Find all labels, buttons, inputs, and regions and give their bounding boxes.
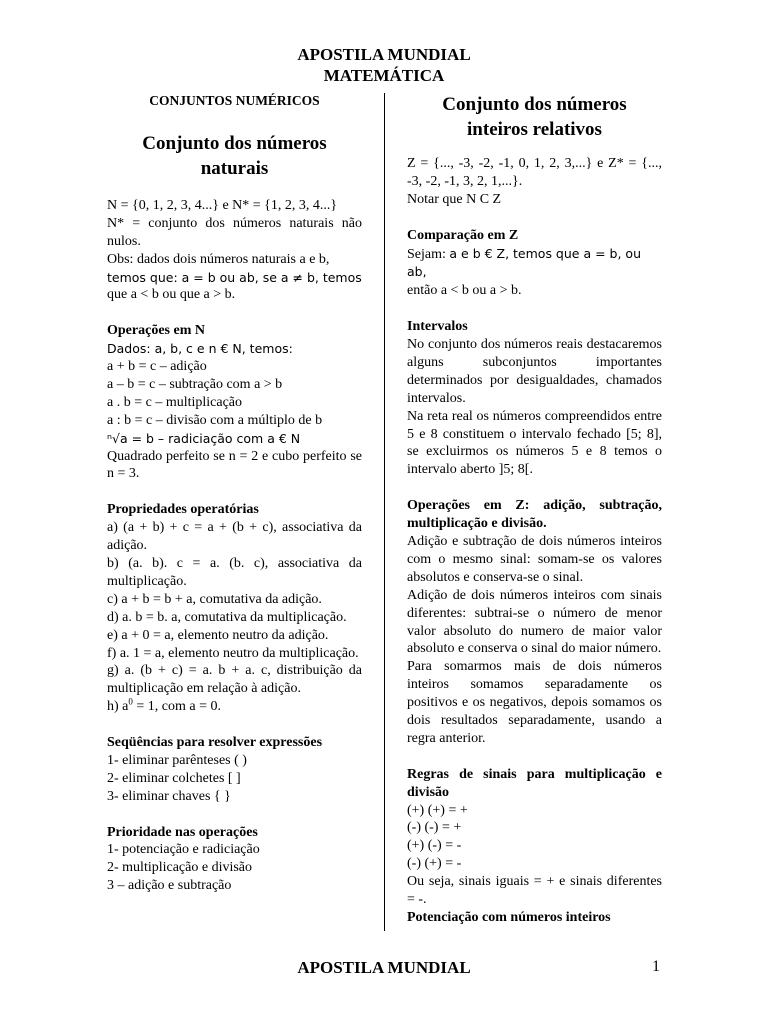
seq-item: 2- eliminar colchetes [ ]	[107, 770, 241, 786]
heading-naturals-2: naturais	[200, 157, 269, 179]
rule-item: (+) (-) = -	[407, 838, 462, 854]
prop-item-h	[107, 698, 362, 716]
prop-h-exponent: 0	[128, 696, 133, 707]
ops-line-radical: ⁿ√a = b – radiciação com a € N	[107, 430, 301, 446]
prop-item: e) a + 0 = a, elemento neutro da adição.	[107, 627, 329, 643]
props-heading: Propriedades operatórias	[107, 502, 259, 518]
seq-item: 3- eliminar chaves { }	[107, 788, 231, 804]
ops-line: a – b = c – subtração com a > b	[107, 376, 283, 392]
prio-heading: Prioridade nas operações	[107, 824, 258, 840]
z-note: Notar que N C Z	[407, 191, 502, 207]
rule-item: (-) (+) = -	[407, 856, 462, 872]
column-divider	[384, 93, 385, 931]
right-column	[407, 92, 662, 927]
heading-naturals-1: Conjunto dos números	[142, 132, 327, 154]
prop-h-post: = 1, com a = 0.	[132, 699, 221, 715]
prop-h-pre: h) a	[107, 699, 129, 715]
z-definition: Z = {..., -3, -2, -1, 0, 1, 2, 3,...} e Z* = {..., -3, -2, -1, 3, 2, 1,...}.	[407, 156, 662, 189]
ops-line: a + b = c – adição	[107, 359, 207, 375]
ops-n-heading: Operações em N	[107, 323, 205, 339]
comp-line-1a: Sejam:	[407, 246, 450, 262]
intervals-p1: No conjunto dos números reais destacaremos alguns subconjuntos importantes determinados por desigualdades, chamados intervalos.	[407, 337, 662, 406]
intervals-p2: Na reta real os números compreendidos entre 5 e 8 constituem o intervalo fechado [5; 8], se excluirmos os números 5 e 8 temos o intervalo aberto ]5; 8[.	[407, 408, 662, 478]
rules-heading: Regras de sinais para multiplicação e divisão	[407, 766, 662, 800]
footer-title: APOSTILA MUNDIAL	[297, 958, 471, 977]
section-heading: CONJUNTOS NUMÉRICOS	[149, 93, 320, 108]
prop-item: c) a + b = b + a, comutativa da adição.	[107, 591, 322, 607]
ops-line: a . b = c – multiplicação	[107, 394, 243, 410]
page-number: 1	[652, 958, 660, 975]
naturals-obs-2: temos que: a = b ou ab, se a ≠ b, temos	[107, 269, 362, 285]
prop-item: a) (a + b) + c = a + (b + c), associativa da adição.	[107, 520, 362, 554]
doc-header-subject: MATEMÁTICA	[323, 66, 445, 85]
rule-item: (-) (-) = +	[407, 820, 462, 836]
prio-item: 1- potenciação e radiciação	[107, 842, 260, 858]
comp-line-2: então a < b ou a > b.	[407, 283, 522, 299]
opz-p2: Adição de dois números inteiros com sinais diferentes: subtrai-se o número de menor valor absoluto do numero de maior valor absoluto e conserva o sinal do maior número.	[407, 587, 662, 657]
doc-header-title: APOSTILA MUNDIAL	[297, 45, 471, 64]
ops-line: a : b = c – divisão com a múltiplo de b	[107, 412, 323, 428]
rules-note: Ou seja, sinais iguais = + e sinais diferentes = -.	[407, 874, 662, 908]
ops-line: Dados: a, b, c e n € N, temos:	[107, 341, 293, 357]
seq-item: 1- eliminar parênteses ( )	[107, 752, 247, 768]
prop-item: g) a. (b + c) = a. b + a. c, distribuição da multiplicação em relação à adição.	[107, 663, 362, 697]
naturals-obs-3: que a < b ou que a > b.	[107, 287, 236, 303]
comp-heading: Comparação em Z	[407, 227, 519, 243]
opz-p1: Adição e subtração de dois números inteiros com o mesmo sinal: somam-se os valores absolutos e conserva-se o sinal.	[407, 533, 662, 585]
prio-item: 2- multiplicação e divisão	[107, 860, 253, 876]
prop-item: b) (a. b). c = a. (b. c), associativa da multiplicação.	[107, 556, 362, 589]
opz-heading: Operações em Z: adição, subtração, multiplicação e divisão.	[407, 498, 662, 532]
prio-item: 3 – adição e subtração	[107, 878, 232, 894]
prop-item: f) a. 1 = a, elemento neutro da multiplicação.	[107, 645, 359, 661]
comp-line-1	[407, 245, 662, 283]
naturals-def: N = {0, 1, 2, 3, 4...} e N* = {1, 2, 3, 4...}	[107, 197, 338, 213]
left-column	[107, 92, 362, 895]
comp-line-1b: a e b € Z, temos que a = b, ou ab,	[407, 245, 641, 280]
ops-line: Quadrado perfeito se n = 2 e cubo perfeito se n = 3.	[107, 448, 362, 482]
rule-item: (+) (+) = +	[407, 802, 468, 818]
pot-heading: Potenciação com números inteiros	[407, 910, 611, 925]
seq-heading: Seqüências para resolver expressões	[107, 735, 323, 751]
intervals-heading: Intervalos	[407, 319, 468, 335]
naturals-obs-1: Obs: dados dois números naturais a e b,	[107, 251, 330, 267]
naturals-star-def: N* = conjunto dos números naturais não nulos.	[107, 215, 362, 249]
heading-integers-2: inteiros relativos	[467, 119, 602, 140]
prop-item: d) a. b = b. a, comutativa da multiplicação.	[107, 609, 347, 625]
heading-integers-1: Conjunto dos números	[442, 94, 627, 115]
opz-p3: Para somarmos mais de dois números inteiros somamos separadamente os positivos e os negativos, depois somamos os dois resultados separadamente, usando a regra anterior.	[407, 659, 662, 746]
